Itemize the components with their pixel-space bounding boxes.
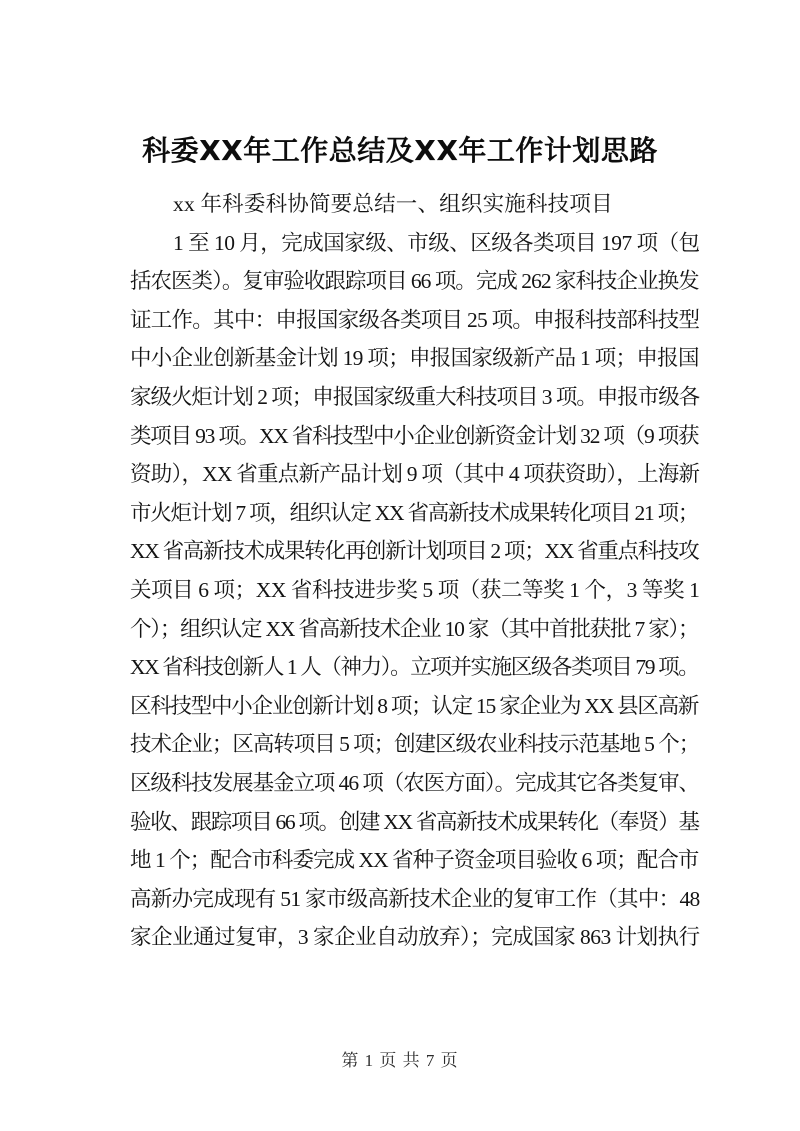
body-line: XX 省高新技术成果转化再创新计划项目 2 项；XX 省重点科技攻 xyxy=(130,539,699,564)
body-line: 区级科技发展基金立项 46 项（农医方面）。完成其它各类复审、 xyxy=(130,770,699,795)
body-line: 证工作。其中：申报国家级各类项目 25 项。申报科技部科技型 xyxy=(130,307,700,332)
body-line: 市火炬计划 7 项，组织认定 XX 省高新技术成果转化项目 21 项； xyxy=(130,500,699,525)
body-line: 个）；组织认定 XX 省高新技术企业 10 家（其中首批获批 7 家）； xyxy=(130,616,699,641)
body-line: 区科技型中小企业创新计划 8 项；认定 15 家企业为 XX 县区高新 xyxy=(130,693,699,718)
body-line: 关项目 6 项；XX 省科技进步奖 5 项（获二等奖 1 个，3 等奖 1 xyxy=(130,577,700,602)
body-line: 家级火炬计划 2 项；申报国家级重大科技项目 3 项。申报市级各 xyxy=(130,384,700,409)
body-line: XX 省科技创新人 1 人（神力）。立项并实施区级各类项目 79 项。 xyxy=(130,655,699,680)
body-line: 技术企业；区高转项目 5 项；创建区级农业科技示范基地 5 个； xyxy=(130,732,700,757)
page-footer: 第 1 页 共 7 页 xyxy=(341,1051,459,1070)
body-line: 高新办完成现有 51 家市级高新技术企业的复审工作（其中：48 xyxy=(130,886,700,911)
document-body xyxy=(130,185,700,957)
body-line: 验收、跟踪项目 66 项。创建 XX 省高新技术成果转化（奉贤）基 xyxy=(130,809,699,834)
document-subtitle: xx 年科委科协简要总结一、组织实施科技项目 xyxy=(173,192,613,216)
body-line: 地 1 个；配合市科委完成 XX 省种子资金项目验收 6 项；配合市 xyxy=(130,848,699,873)
body-line: 中小企业创新基金计划 19 项；申报国家级新产品 1 项；申报国 xyxy=(130,346,699,371)
body-line: 类项目 93 项。XX 省科技型中小企业创新资金计划 32 项（9 项获 xyxy=(130,423,699,448)
body-line: 1 至 10 月，完成国家级、市级、区级各类项目 197 项（包 xyxy=(173,230,700,255)
body-line: 资助），XX 省重点新产品计划 9 项（其中 4 项获资助），上海新 xyxy=(130,462,700,487)
body-line: 括农医类）。复审验收跟踪项目 66 项。完成 262 家科技企业换发 xyxy=(130,269,699,294)
page-title: 科委XX年工作总结及XX年工作计划思路 xyxy=(142,134,658,167)
body-line: 家企业通过复审，3 家企业自动放弃）；完成国家 863 计划执行 xyxy=(130,925,700,950)
